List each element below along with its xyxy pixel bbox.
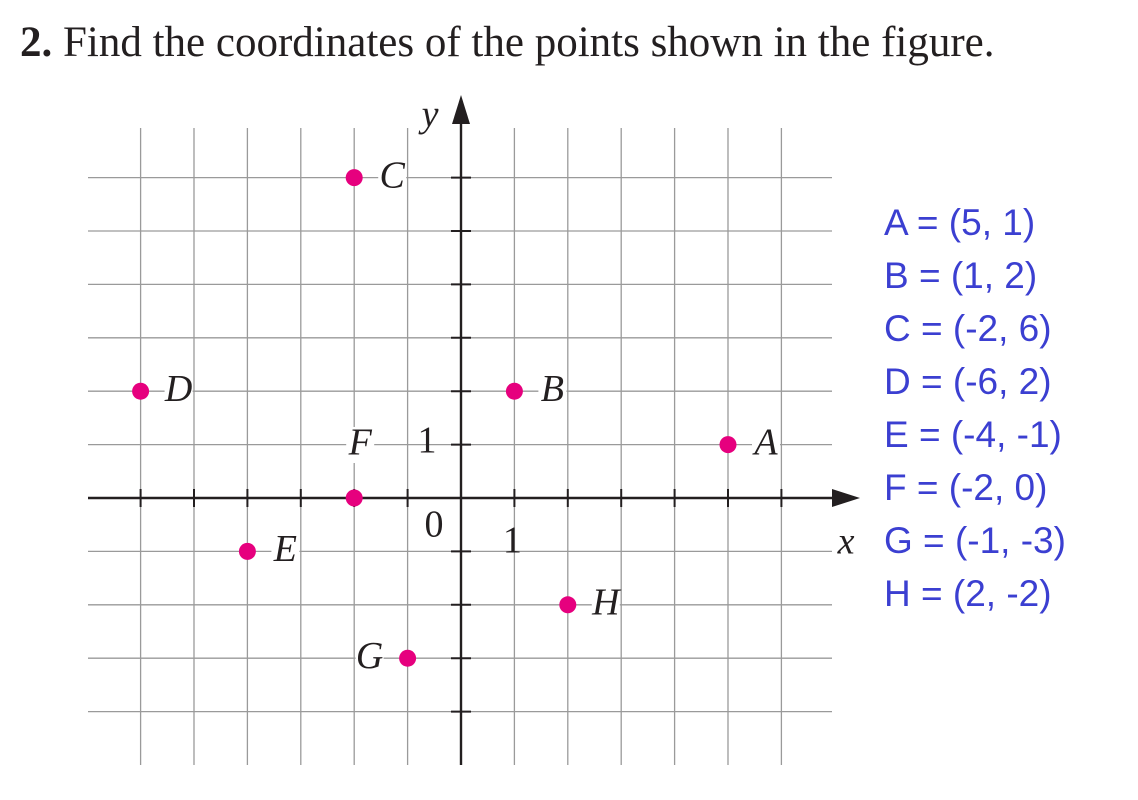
y-tick-label-1: 1 <box>417 419 437 462</box>
point-label-a: A <box>754 421 778 464</box>
point-g <box>399 650 416 667</box>
answer-g: G = (-1, -3) <box>884 520 1066 561</box>
point-f <box>346 490 363 507</box>
answer-h: H = (2, -2) <box>884 573 1052 614</box>
point-label-f: F <box>348 421 372 464</box>
problem-text: Find the coordinates of the points shown in the figure. <box>63 19 995 66</box>
origin-label: 0 <box>424 503 444 546</box>
point-a <box>720 436 737 453</box>
problem-number: 2. <box>20 19 53 66</box>
y-axis-label: y <box>421 93 439 136</box>
point-h <box>559 596 576 613</box>
x-tick-label-1: 1 <box>502 519 522 562</box>
answer-b: B = (1, 2) <box>884 255 1038 296</box>
point-label-h: H <box>592 581 620 624</box>
answer-f: F = (-2, 0) <box>884 467 1048 508</box>
y-axis-arrow <box>452 95 470 124</box>
answer-a: A = (5, 1) <box>884 202 1036 243</box>
answer-e: E = (-4, -1) <box>884 414 1062 455</box>
point-c <box>346 169 363 186</box>
point-label-g: G <box>355 634 384 677</box>
point-e <box>239 543 256 560</box>
answer-d: D = (-6, 2) <box>884 361 1052 402</box>
answer-c: C = (-2, 6) <box>884 308 1052 349</box>
point-d <box>132 383 149 400</box>
point-b <box>506 383 523 400</box>
x-axis-label: x <box>837 520 855 563</box>
answer-list <box>884 196 1066 620</box>
point-label-e: E <box>273 528 298 571</box>
point-label-d: D <box>164 367 193 410</box>
x-axis-arrow <box>832 489 860 507</box>
point-label-c: C <box>379 154 405 197</box>
point-label-b: B <box>540 367 565 410</box>
